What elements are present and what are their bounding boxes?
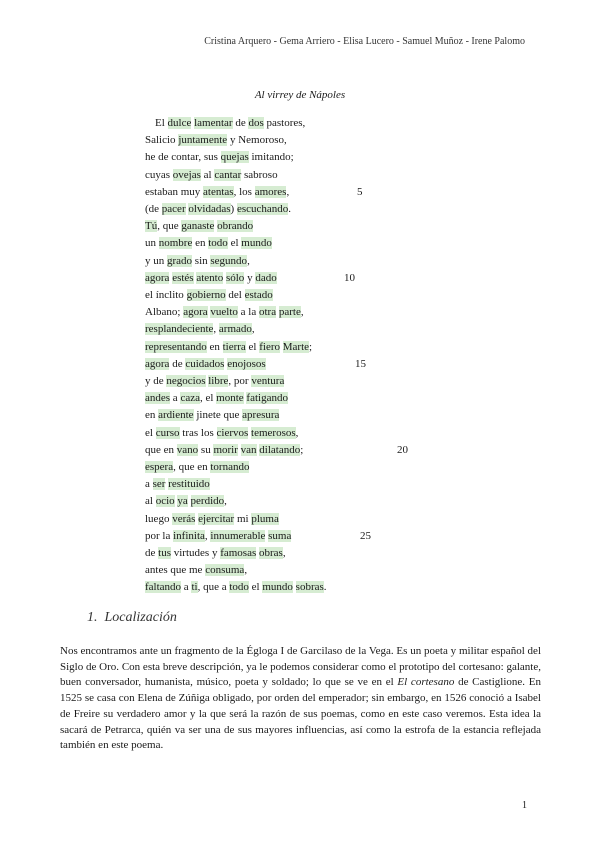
highlighted-word: dos bbox=[248, 117, 264, 129]
paragraph-italic-title: El cortesano bbox=[397, 676, 455, 689]
highlighted-word: grado bbox=[167, 254, 193, 267]
poem-line: estaban muy atentas, los amores, bbox=[145, 185, 290, 198]
highlighted-word: sólo bbox=[225, 271, 245, 284]
highlighted-word: dado bbox=[255, 271, 277, 284]
highlighted-word: dulce bbox=[167, 117, 192, 129]
poem-line: representando en tierra el fiero Marte; bbox=[145, 340, 313, 353]
poem-line: faltando a ti, que a todo el mundo sobras. bbox=[145, 581, 327, 594]
highlighted-word: monte bbox=[216, 392, 244, 405]
highlighted-word: sobras bbox=[295, 581, 324, 594]
page-number: 1 bbox=[522, 800, 527, 811]
poem-line: a ser restituido bbox=[145, 478, 210, 491]
highlighted-word: negocios bbox=[166, 375, 206, 387]
page-header-authors: Cristina Arquero - Gema Arriero - Elisa Lucero - Samuel Muñoz - Irene Palomo bbox=[204, 36, 525, 47]
poem-line: El dulce lamentar de dos pastores, bbox=[155, 117, 306, 129]
poem-line: luego verás ejercitar mi pluma bbox=[145, 512, 279, 525]
poem-line-number: 15 bbox=[355, 357, 366, 370]
highlighted-word: nombre bbox=[158, 237, 193, 250]
paragraph-text-2: de Castiglione. En 1525 se casa con Elena de Zúñiga obligado, por orden del emperador; sin embargo, en 1526 conoció a Isabel de Freire su verdadero amor y la que será la razón de sus poemas, como en este caso veremos. Esta idea la sacará de Petrarca, quién va ser una de sus mayores influencias, así como la estrofa de la estancia reflejada también en este poema. bbox=[60, 676, 541, 752]
poem-line: andes a caza, el monte fatigando bbox=[145, 392, 288, 405]
highlighted-word: otra bbox=[258, 306, 277, 319]
poem-line: agora estés atento sólo y dado bbox=[145, 271, 277, 284]
highlighted-word: ventura bbox=[251, 375, 285, 387]
poem-line: Albano; agora vuelto a la otra parte, bbox=[145, 306, 304, 319]
poem-line: el curso tras los ciervos temerosos, bbox=[145, 426, 299, 439]
highlighted-word: armado bbox=[218, 323, 252, 336]
highlighted-word: faltando bbox=[145, 581, 182, 594]
highlighted-word: ocio bbox=[155, 495, 175, 508]
highlighted-word: agora bbox=[145, 271, 170, 284]
highlighted-word: gobierno bbox=[186, 289, 226, 301]
highlighted-word: cantar bbox=[214, 168, 242, 181]
poem-line: resplandeciente, armado, bbox=[145, 323, 255, 336]
highlighted-word: ya bbox=[177, 495, 188, 508]
highlighted-word: ganaste bbox=[181, 220, 215, 233]
highlighted-word: infinita bbox=[173, 529, 205, 542]
paragraph-text-1: Nos encontramos ante un fragmento de la Égloga I de Garcilaso de la Vega. Es un poeta y militar español del Siglo de Oro. Con esta breve descripción, ya le podemos considerar como el prototipo del cortesano: galante, buen conversador, humanista, músico, poeta y soldado; lo que se ve en el bbox=[60, 645, 541, 689]
poem-line: cuyas ovejas al cantar sabroso bbox=[145, 168, 278, 181]
poem-line-number: 25 bbox=[360, 529, 371, 542]
poem-line: el ínclito gobierno del estado bbox=[145, 289, 273, 301]
highlighted-word: atento bbox=[196, 271, 224, 284]
highlighted-word: representando bbox=[145, 340, 207, 353]
highlighted-word: juntamente bbox=[178, 134, 228, 147]
highlighted-word: temerosos bbox=[251, 426, 296, 439]
highlighted-word: caza bbox=[180, 392, 200, 405]
poem-line: al ocio ya perdido, bbox=[145, 495, 227, 508]
highlighted-word: mundo bbox=[241, 237, 272, 250]
highlighted-word: vano bbox=[176, 443, 199, 456]
poem-line: antes que me consuma, bbox=[145, 564, 248, 577]
poem-line: (de pacer olvidadas) escuchando. bbox=[145, 203, 292, 215]
highlighted-word: agora bbox=[145, 357, 170, 370]
highlighted-word: consuma bbox=[205, 564, 245, 577]
highlighted-word: libre bbox=[208, 375, 229, 387]
poem-line: en ardiente jinete que apresura bbox=[145, 409, 280, 422]
highlighted-word: estado bbox=[244, 289, 273, 301]
poem-line-number: 5 bbox=[357, 185, 363, 198]
highlighted-word: curso bbox=[155, 426, 180, 439]
highlighted-word: resplandeciente bbox=[145, 323, 214, 336]
highlighted-word: ovejas bbox=[172, 168, 201, 181]
highlighted-word: amores bbox=[254, 185, 287, 198]
highlighted-word: obrando bbox=[217, 220, 254, 233]
highlighted-word: ejercitar bbox=[198, 512, 235, 525]
highlighted-word: Tú bbox=[145, 220, 158, 233]
poem-line: y un grado sin segundo, bbox=[145, 254, 250, 267]
highlighted-word: todo bbox=[208, 237, 228, 250]
highlighted-word: perdido bbox=[190, 495, 225, 508]
highlighted-word: vuelto bbox=[210, 306, 238, 319]
poem-line-number: 10 bbox=[344, 271, 355, 284]
highlighted-word: verás bbox=[172, 512, 196, 525]
highlighted-word: fiero bbox=[259, 340, 281, 353]
poem-line: agora de cuidados enojosos bbox=[145, 357, 266, 370]
section-title: Localización bbox=[104, 610, 177, 625]
section-heading bbox=[87, 610, 177, 626]
highlighted-word: tierra bbox=[222, 340, 246, 353]
highlighted-word: famosas bbox=[220, 547, 257, 559]
highlighted-word: ciervos bbox=[216, 426, 249, 439]
poem-line: que en vano su morir van dilatando; bbox=[145, 443, 304, 456]
poem-line: de tus virtudes y famosas obras, bbox=[145, 547, 286, 559]
section-number: 1. bbox=[87, 610, 98, 625]
highlighted-word: morir bbox=[213, 443, 238, 456]
highlighted-word: pluma bbox=[251, 512, 279, 525]
highlighted-word: van bbox=[240, 443, 257, 456]
highlighted-word: apresura bbox=[242, 409, 280, 422]
poem-line-number: 20 bbox=[397, 443, 408, 456]
poem-line: y de negocios libre, por ventura bbox=[145, 375, 285, 387]
highlighted-word: cuidados bbox=[185, 357, 225, 370]
highlighted-word: parte bbox=[278, 306, 301, 319]
highlighted-word: pacer bbox=[161, 203, 186, 215]
highlighted-word: andes bbox=[145, 392, 171, 405]
highlighted-word: estés bbox=[172, 271, 194, 284]
highlighted-word: fatigando bbox=[246, 392, 288, 405]
poem-line: espera, que en tornando bbox=[145, 461, 250, 473]
highlighted-word: Marte bbox=[282, 340, 310, 353]
highlighted-word: olvidadas bbox=[188, 203, 231, 215]
highlighted-word: segundo bbox=[210, 254, 248, 267]
poem-line: Salicio juntamente y Nemoroso, bbox=[145, 134, 287, 147]
highlighted-word: tornando bbox=[210, 461, 250, 473]
poem-line: he de contar, sus quejas imitando; bbox=[145, 151, 294, 164]
highlighted-word: suma bbox=[268, 529, 292, 542]
highlighted-word: mundo bbox=[262, 581, 293, 594]
highlighted-word: agora bbox=[183, 306, 208, 319]
highlighted-word: quejas bbox=[220, 151, 249, 164]
body-paragraph bbox=[60, 644, 541, 754]
highlighted-word: enojosos bbox=[227, 357, 266, 370]
highlighted-word: todo bbox=[229, 581, 249, 594]
poem-line: por la infinita, innumerable suma bbox=[145, 529, 292, 542]
highlighted-word: innumerable bbox=[210, 529, 266, 542]
highlighted-word: escuchando bbox=[236, 203, 289, 215]
highlighted-word: tus bbox=[158, 547, 171, 559]
highlighted-word: atentas bbox=[203, 185, 234, 198]
highlighted-word: lamentar bbox=[194, 117, 233, 129]
poem-title: Al virrey de Nápoles bbox=[254, 89, 346, 101]
poem-line: un nombre en todo el mundo bbox=[145, 237, 272, 250]
highlighted-word: restituido bbox=[168, 478, 210, 491]
highlighted-word: obras bbox=[258, 547, 283, 559]
highlighted-word: ser bbox=[152, 478, 166, 491]
highlighted-word: dilatando bbox=[259, 443, 301, 456]
highlighted-word: espera bbox=[145, 461, 174, 473]
poem-line: Tú, que ganaste obrando bbox=[145, 220, 254, 233]
highlighted-word: ti bbox=[191, 581, 198, 594]
highlighted-word: ardiente bbox=[158, 409, 194, 422]
